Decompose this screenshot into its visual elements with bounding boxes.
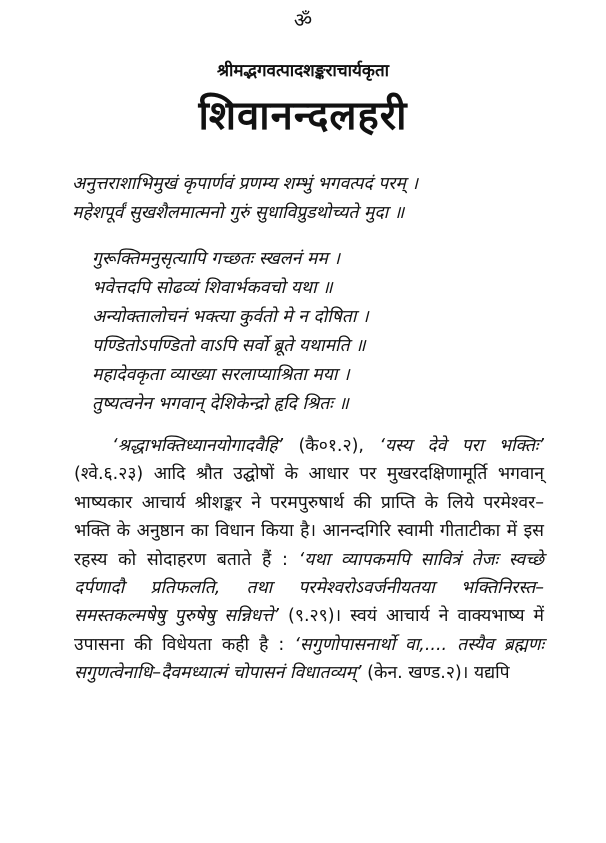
commentary-paragraph (74, 432, 544, 688)
om-symbol: ॐ (293, 8, 313, 32)
commentary-text: (केन. खण्ड.२)। यद्यपि (361, 663, 510, 684)
verse-line: गुरूक्तिमनुसृत्यापि गच्छतः स्खलनं मम । (92, 249, 340, 269)
commentary-text: (कै०१.२), (283, 436, 380, 456)
verse-line: तुष्यत्वनेन भगवान् देशिकेन्द्रो हृदि श्रितः ॥ (92, 394, 349, 414)
page-title: शिवानन्दलहरी (198, 93, 408, 139)
invocation-block (72, 170, 418, 228)
invocation-line: महेशपूर्वं सुखशैलमात्मनो गुरुं सुधाविप्रुडथोच्यते मुदा ॥ (72, 203, 405, 223)
verse-line: महादेवकृता व्याख्या सरलाप्याश्रिता मया । (92, 365, 350, 385)
verse-line: भवेत्तदपि सोढव्यं शिवार्भकवचो यथा ॥ (92, 278, 333, 298)
quote-vakyabhashya: ‘सगुणोपासनार्थो वा,.... तस्यैव ब्रह्मणः सगुणत्वेनाधि–दैवमध्यात्मं चोपासनं विधातव्यम्’ (74, 634, 544, 684)
verse-line: अन्योक्तालोचनं भक्त्या कुर्वतो मे न दोषिता । (92, 307, 369, 327)
commentary-text: (९.२९)। स्वयं आचार्य ने वाक्यभाष्य में उपासना की विधेयता कही है : (74, 606, 544, 655)
commentary-text: (श्वे.६.२३) आदि श्रौत उद्घोषों के आधार पर मुखरदक्षिणामूर्ति भगवान् भाष्यकार आचार्य श्रीशङ्कर ने परमपुरुषार्थ की प्राप्ति के लिये परमेश्वर–भक्ति के अनुष्ठान का विधान किया है। आनन्दगिरि स्वामी गीताटीका में इस रहस्य को सोदाहरण बताते हैं : (74, 464, 544, 570)
quote-upanishad: ‘श्रद्धाभक्तिध्यानयोगादवैहि’ (112, 436, 284, 456)
quote-shvetashvatara: ‘यस्य देवे परा भक्तिः’ (379, 436, 544, 456)
verse-line: पण्डितोऽपण्डितो वाऽपि सर्वो ब्रूते यथामति ॥ (92, 336, 366, 356)
quote-gita-tika: ‘यथा व्यापकमपि सावित्रं तेजः स्वच्छे दर्पणादौ प्रतिफलति, तथा परमेश्वरोऽवर्जनीयतया भक्तिनिरस्त–समस्तकल्मषेषु पुरुषेषु सन्निधत्ते’ (74, 549, 544, 627)
invocation-line: अनुत्तराशाभिमुखं कृपार्णवं प्रणम्य शम्भुं भगवत्पदं परम् । (72, 174, 418, 194)
verses-block (92, 245, 369, 419)
author-subtitle: श्रीमद्भगवत्पादशङ्कराचार्यकृता (216, 61, 390, 81)
